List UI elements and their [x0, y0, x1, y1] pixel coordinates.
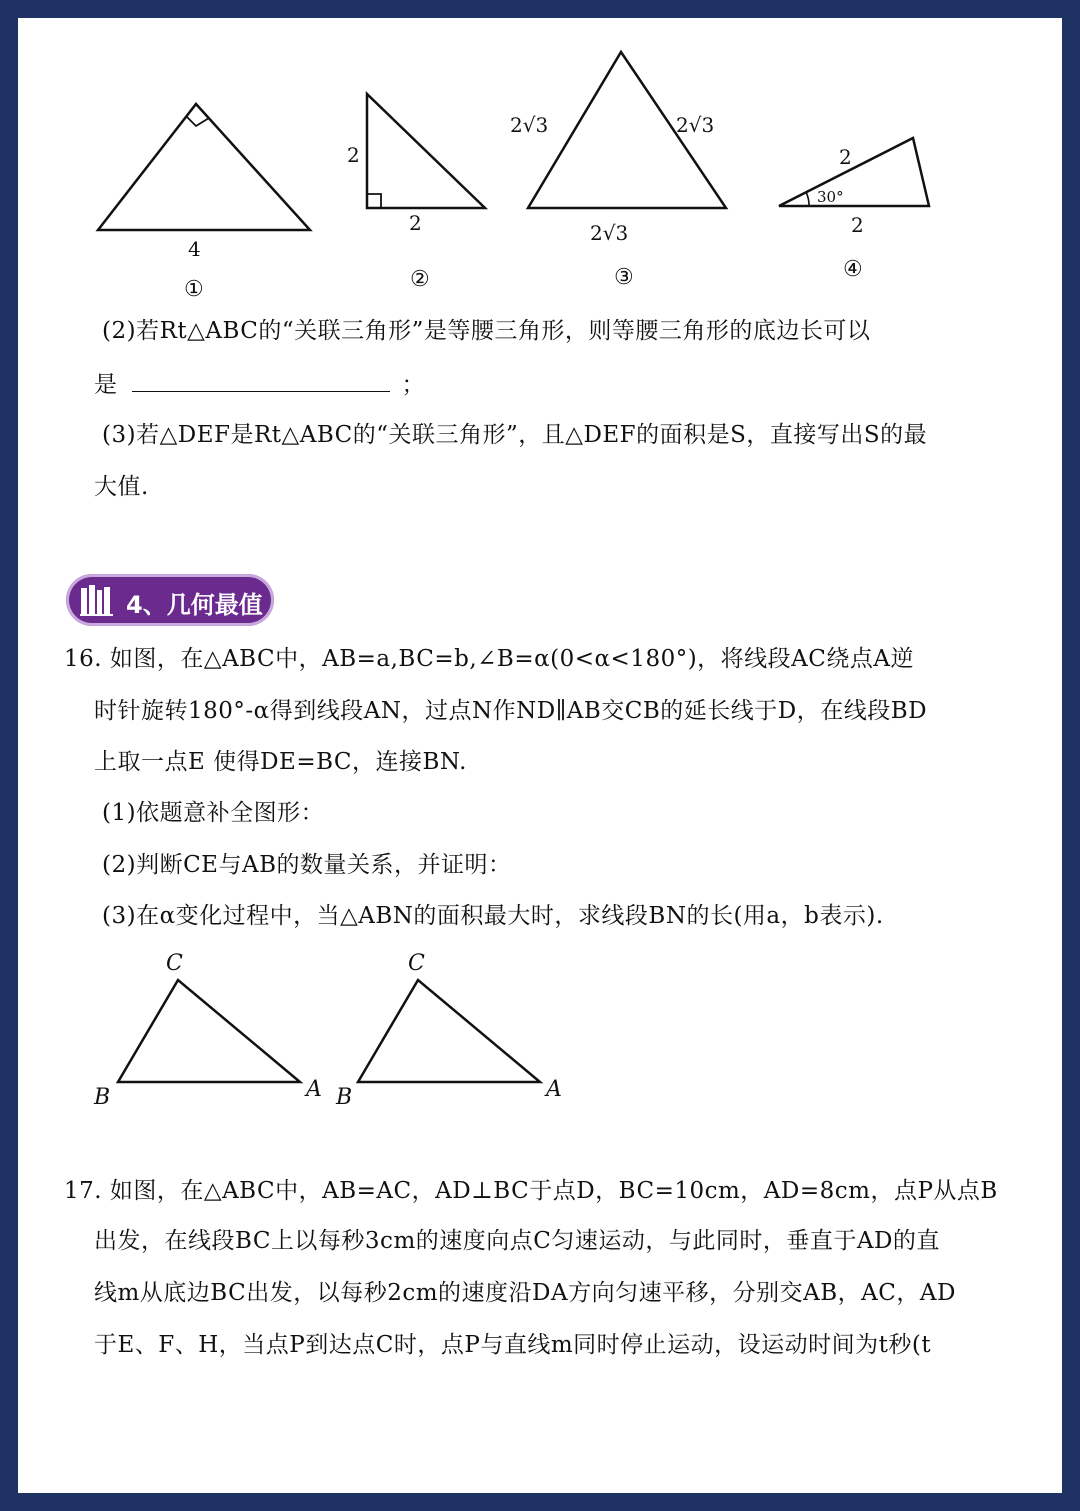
q17-line2: 出发，在线段BC上以每秒3cm的速度向点C匀速运动，与此同时，垂直于AD的直 — [94, 1228, 940, 1254]
worksheet-page — [18, 18, 1062, 1493]
figure-1-number: ① — [184, 277, 204, 302]
figure-4-angle-label: 30° — [817, 188, 844, 206]
figure-4-top-label: 2 — [839, 145, 852, 169]
q16-line3: 上取一点E 使得DE=BC，连接BN. — [94, 749, 467, 775]
q16-part3: (3)在α变化过程中，当△ABN的面积最大时，求线段BN的长(用a，b表示). — [102, 903, 884, 929]
figure-3-base-label: 2√3 — [590, 221, 629, 245]
section-badge — [66, 574, 274, 626]
q16-line2: 时针旋转180°-α得到线段AN，过点N作ND∥AB交CB的延长线于D，在线段BD — [94, 698, 928, 724]
figure-1-triangle — [88, 96, 318, 302]
q16-left-label-a: A — [306, 1077, 322, 1102]
q16-part2: (2)判断CE与AB的数量关系，并证明： — [102, 852, 512, 878]
section-title: 4、几何最值 — [126, 591, 263, 619]
q16-part1: (1)依题意补全图形： — [102, 800, 325, 826]
q16-left-label-c: C — [166, 951, 183, 976]
answer-blank[interactable] — [132, 373, 390, 392]
figure-3-left-label: 2√3 — [510, 113, 549, 137]
q15-part2-answer-line — [94, 370, 425, 400]
figure-4-base-label: 2 — [851, 213, 864, 237]
q16-figure-right — [336, 948, 576, 1108]
figure-3-number: ③ — [614, 265, 634, 290]
q16-left-label-b: B — [94, 1085, 111, 1110]
figure-2-number: ② — [410, 267, 430, 292]
books-icon — [80, 584, 114, 616]
q15-part2-suffix: ； — [401, 372, 425, 398]
q16-right-label-b: B — [336, 1085, 353, 1110]
q15-part3-line1: (3)若△DEF是Rt△ABC的“关联三角形”，且△DEF的面积是S，直接写出S的最 — [102, 422, 928, 448]
figure-3-triangle — [508, 48, 748, 293]
figure-2-vertical-label: 2 — [347, 143, 360, 167]
q16-figure-left — [92, 948, 332, 1108]
figure-1-base-label: 4 — [188, 237, 201, 261]
q17-line1: 17. 如图，在△ABC中，AB=AC，AD⊥BC于点D，BC=10cm，AD=8cm，点P从点B — [64, 1178, 998, 1204]
q15-part3-line2: 大值. — [94, 474, 149, 500]
figure-2-horizontal-label: 2 — [409, 211, 422, 235]
q15-part2-prefix: 是 — [94, 372, 118, 398]
figure-4-number: ④ — [843, 257, 863, 282]
q16-right-label-c: C — [408, 951, 425, 976]
q15-part2-line1: (2)若Rt△ABC的“关联三角形”是等腰三角形，则等腰三角形的底边长可以 — [102, 318, 871, 344]
figure-3-right-label: 2√3 — [676, 113, 715, 137]
q17-line4: 于E、F、H，当点P到达点C时，点P与直线m同时停止运动，设运动时间为t秒(t — [94, 1332, 932, 1358]
figure-4-triangle — [773, 130, 948, 280]
figure-2-triangle — [343, 90, 493, 300]
q16-right-label-a: A — [546, 1077, 562, 1102]
q17-line3: 线m从底边BC出发，以每秒2cm的速度沿DA方向匀速平移，分别交AB，AC，AD — [94, 1280, 956, 1306]
q16-line1: 16. 如图，在△ABC中，AB=a,BC=b,∠B=α(0<α<180°)，将线段AC绕点A逆 — [64, 646, 915, 672]
